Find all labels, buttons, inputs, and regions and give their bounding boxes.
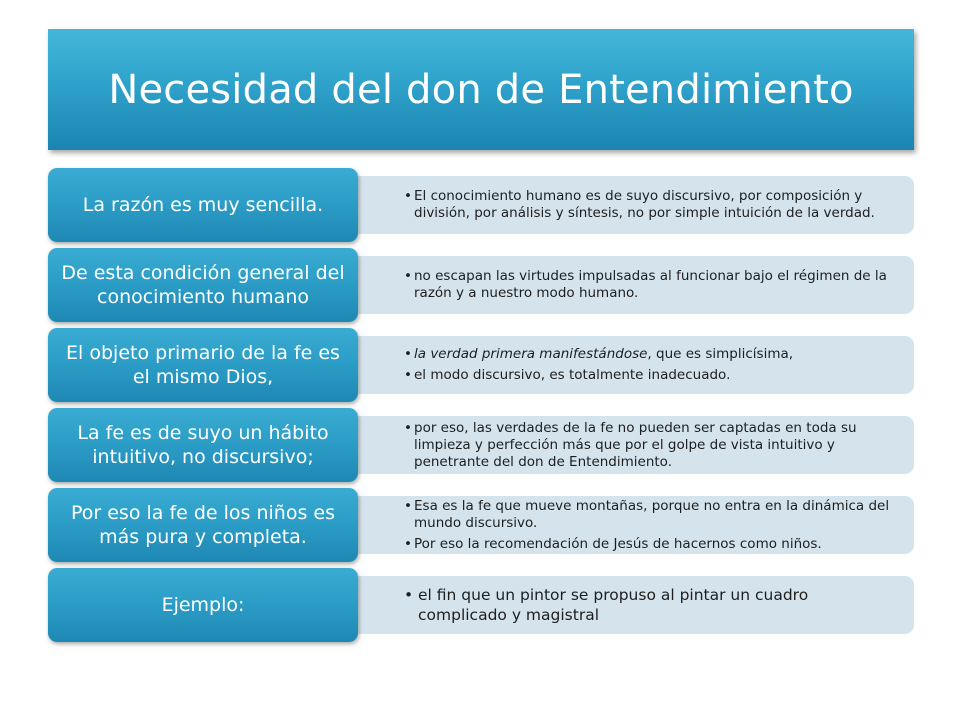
row-detail <box>328 176 914 234</box>
row-label: De esta condición general del conocimiento humano <box>48 248 358 322</box>
bullet-item: • el modo discursivo, es totalmente inadecuado. <box>404 367 793 384</box>
row-label: Ejemplo: <box>48 568 358 642</box>
bullet-list <box>404 581 900 629</box>
row-habito <box>48 408 914 482</box>
row-label: La razón es muy sencilla. <box>48 168 358 242</box>
row-razon <box>48 168 914 242</box>
bullet-list <box>404 342 793 388</box>
row-detail <box>328 336 914 394</box>
row-ejemplo <box>48 568 914 642</box>
bullet-item: • El conocimiento humano es de suyo discursivo, por composición y división, por análisis y síntesis, no por simple intuición de la verdad. <box>404 188 900 222</box>
row-label: Por eso la fe de los niños es más pura y completa. <box>48 488 358 562</box>
bullet-item: • el fin que un pintor se propuso al pintar un cuadro complicado y magistral <box>404 585 900 625</box>
bullet-list <box>404 184 900 226</box>
row-detail <box>328 256 914 314</box>
title-banner <box>48 29 914 150</box>
row-detail <box>328 576 914 634</box>
bullet-item: • no escapan las virtudes impulsadas al funcionar bajo el régimen de la razón y a nuestro modo humano. <box>404 268 900 302</box>
bullet-item <box>404 346 793 363</box>
bullet-item: • por eso, las verdades de la fe no pueden ser captadas en toda su limpieza y perfección más que por el golpe de vista intuitivo y penetrante del don de Entendimiento. <box>404 420 900 471</box>
row-label: El objeto primario de la fe es el mismo Dios, <box>48 328 358 402</box>
row-detail <box>328 416 914 474</box>
bullet-list <box>404 416 900 475</box>
bullet-text: , que es simplicísima, <box>647 346 794 362</box>
bullet-list <box>404 494 900 557</box>
row-ninos <box>48 488 914 562</box>
bullet-list <box>404 264 900 306</box>
bullet-item: • Esa es la fe que mueve montañas, porque no entra en la dinámica del mundo discursivo. <box>404 498 900 532</box>
row-objeto <box>48 328 914 402</box>
row-condicion <box>48 248 914 322</box>
bullet-item: • Por eso la recomendación de Jesús de hacernos como niños. <box>404 536 900 553</box>
row-label: La fe es de suyo un hábito intuitivo, no discursivo; <box>48 408 358 482</box>
row-detail <box>328 496 914 554</box>
slide-title: Necesidad del don de Entendimiento <box>108 66 854 113</box>
bullet-italic-text: la verdad primera manifestándose <box>414 346 648 362</box>
